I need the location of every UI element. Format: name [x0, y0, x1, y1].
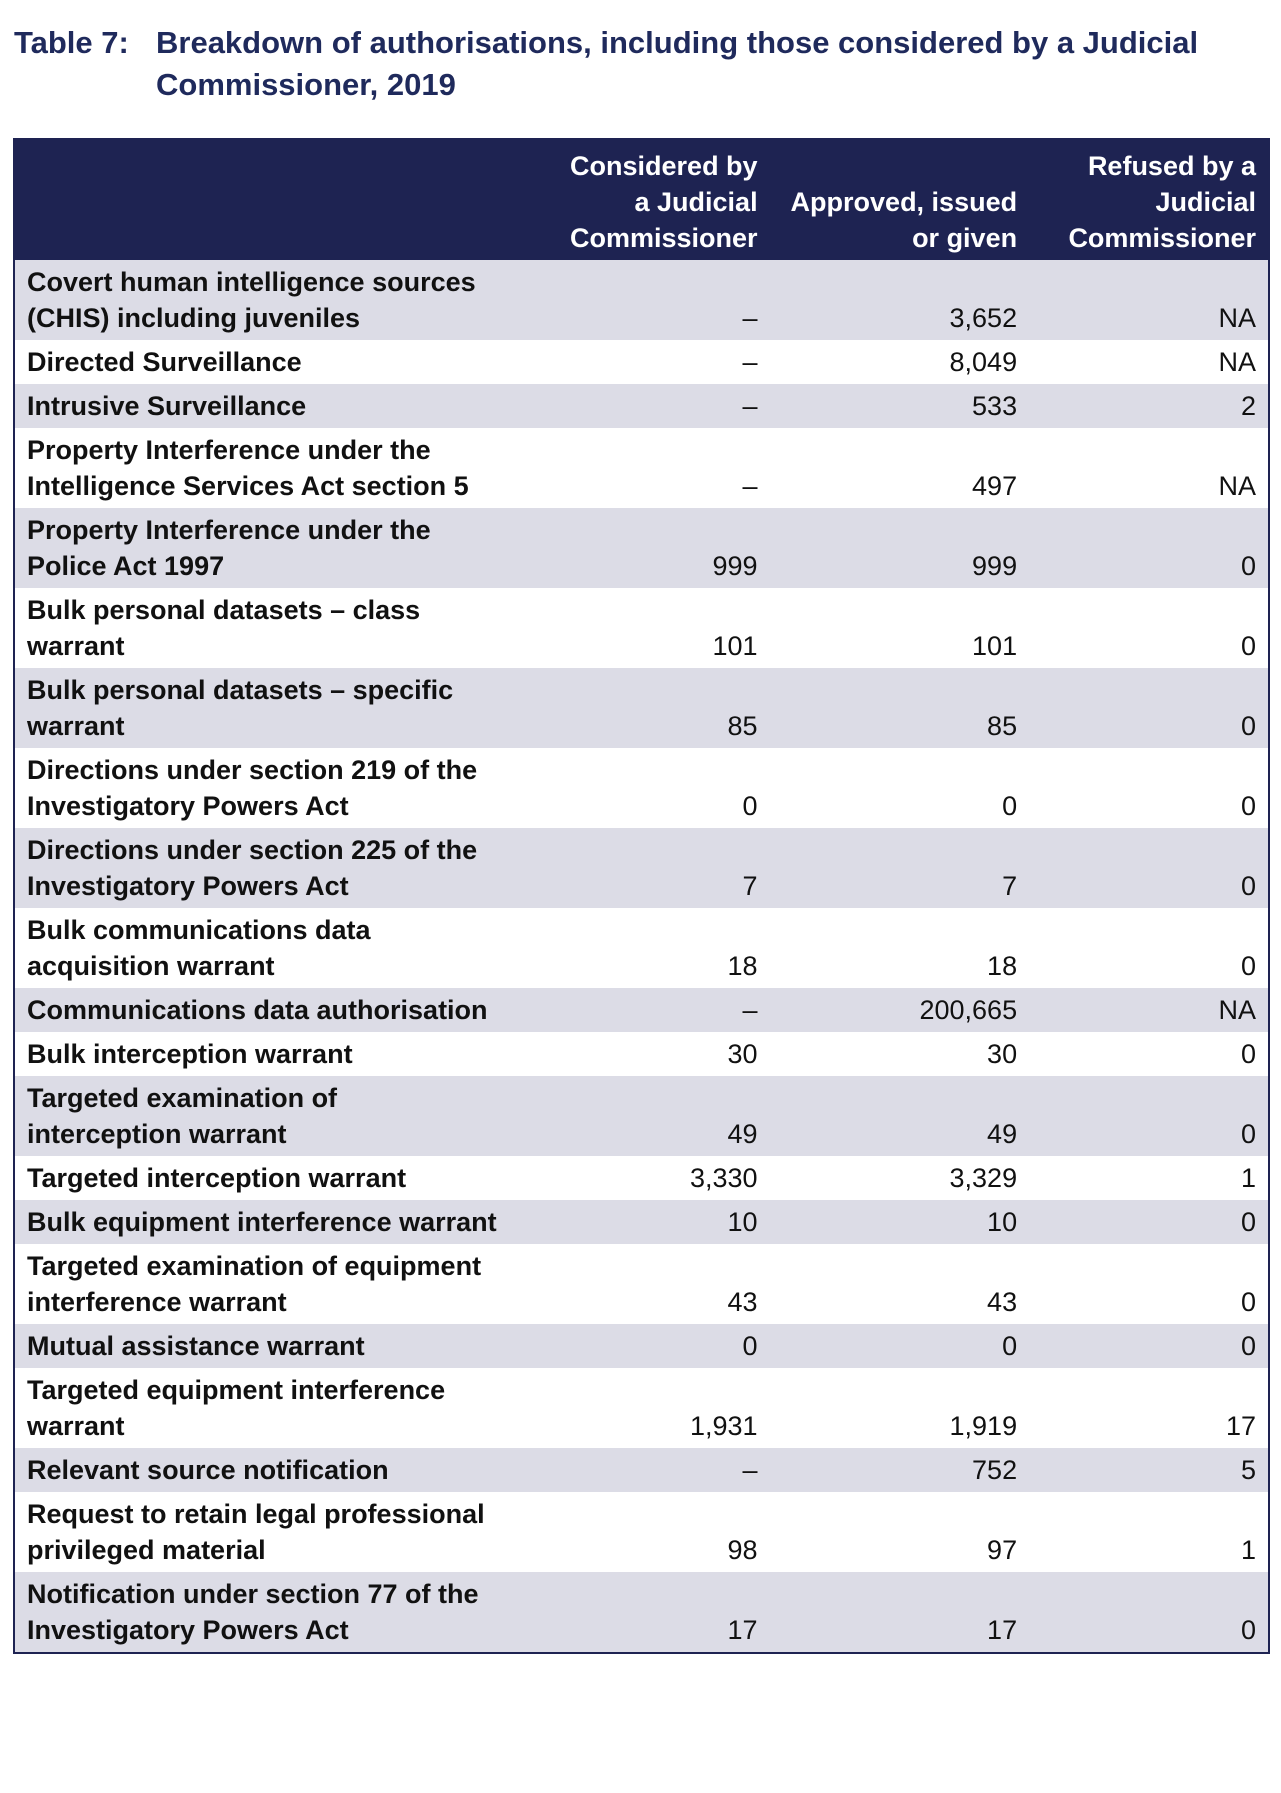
considered-cell: 17 — [510, 1572, 770, 1653]
table-caption — [14, 22, 1264, 106]
approved-cell: 0 — [770, 1324, 1030, 1368]
table-row — [14, 1200, 1269, 1244]
header-refused — [1029, 139, 1269, 260]
refused-cell: NA — [1029, 340, 1269, 384]
table-row — [14, 988, 1269, 1032]
table-row — [14, 668, 1269, 748]
approved-cell: 533 — [770, 384, 1030, 428]
table-row — [14, 384, 1269, 428]
row-label-cell: Bulk personal datasets – class warrant — [14, 588, 510, 668]
row-label-cell: Targeted examination of interception warrant — [14, 1076, 510, 1156]
table-number: Table 7: — [14, 25, 129, 60]
table-row — [14, 340, 1269, 384]
considered-cell: – — [510, 260, 770, 340]
considered-cell: – — [510, 988, 770, 1032]
row-label-cell: Targeted equipment interference warrant — [14, 1368, 510, 1448]
approved-cell: 18 — [770, 908, 1030, 988]
table-row — [14, 1156, 1269, 1200]
considered-cell: 999 — [510, 508, 770, 588]
considered-cell: 85 — [510, 668, 770, 748]
approved-cell: 30 — [770, 1032, 1030, 1076]
approved-cell: 1,919 — [770, 1368, 1030, 1448]
table-row — [14, 428, 1269, 508]
row-label-cell: Covert human intelligence sources (CHIS) including juveniles — [14, 260, 510, 340]
considered-cell: 49 — [510, 1076, 770, 1156]
row-label-cell: Targeted interception warrant — [14, 1156, 510, 1200]
header-row-label — [14, 139, 510, 260]
approved-cell: 7 — [770, 828, 1030, 908]
table-body — [14, 260, 1269, 1653]
approved-cell: 97 — [770, 1492, 1030, 1572]
refused-cell: 0 — [1029, 1032, 1269, 1076]
table-row — [14, 1492, 1269, 1572]
approved-cell: 101 — [770, 588, 1030, 668]
considered-cell: – — [510, 384, 770, 428]
refused-cell: 0 — [1029, 908, 1269, 988]
considered-cell: 30 — [510, 1032, 770, 1076]
table-title: Breakdown of authorisations, including those considered by a Judicial Commissioner, 2019 — [156, 25, 1199, 102]
considered-cell: – — [510, 1448, 770, 1492]
table-row — [14, 908, 1269, 988]
row-label-cell: Bulk personal datasets – specific warrant — [14, 668, 510, 748]
row-label-cell: Directed Surveillance — [14, 340, 510, 384]
table-row — [14, 1572, 1269, 1653]
row-label-cell: Directions under section 225 of the Investigatory Powers Act — [14, 828, 510, 908]
refused-cell: NA — [1029, 428, 1269, 508]
row-label-cell: Directions under section 219 of the Investigatory Powers Act — [14, 748, 510, 828]
refused-cell: 0 — [1029, 588, 1269, 668]
header-considered-text: Considered by a Judicial Commissioner — [570, 151, 758, 253]
refused-cell: 1 — [1029, 1156, 1269, 1200]
header-refused-text: Refused by a Judicial Commissioner — [1068, 151, 1256, 253]
approved-cell: 3,652 — [770, 260, 1030, 340]
approved-cell: 43 — [770, 1244, 1030, 1324]
table-row — [14, 588, 1269, 668]
considered-cell: 10 — [510, 1200, 770, 1244]
row-label-cell: Bulk communications data acquisition warrant — [14, 908, 510, 988]
refused-cell: 0 — [1029, 828, 1269, 908]
approved-cell: 49 — [770, 1076, 1030, 1156]
approved-cell: 0 — [770, 748, 1030, 828]
refused-cell: 17 — [1029, 1368, 1269, 1448]
refused-cell: 0 — [1029, 1200, 1269, 1244]
approved-cell: 200,665 — [770, 988, 1030, 1032]
refused-cell: 0 — [1029, 748, 1269, 828]
row-label-cell: Intrusive Surveillance — [14, 384, 510, 428]
table-row — [14, 1032, 1269, 1076]
table-row — [14, 1368, 1269, 1448]
row-label-cell: Bulk equipment interference warrant — [14, 1200, 510, 1244]
refused-cell: 0 — [1029, 1324, 1269, 1368]
refused-cell: NA — [1029, 988, 1269, 1032]
approved-cell: 3,329 — [770, 1156, 1030, 1200]
considered-cell: 101 — [510, 588, 770, 668]
row-label-cell: Targeted examination of equipment interference warrant — [14, 1244, 510, 1324]
table-row — [14, 1324, 1269, 1368]
table-row — [14, 508, 1269, 588]
row-label-cell: Property Interference under the Police Act 1997 — [14, 508, 510, 588]
considered-cell: – — [510, 340, 770, 384]
considered-cell: – — [510, 428, 770, 508]
refused-cell: 2 — [1029, 384, 1269, 428]
row-label-cell: Property Interference under the Intelligence Services Act section 5 — [14, 428, 510, 508]
approved-cell: 85 — [770, 668, 1030, 748]
refused-cell: 0 — [1029, 508, 1269, 588]
approved-cell: 17 — [770, 1572, 1030, 1653]
table-header-row — [14, 139, 1269, 260]
header-considered — [510, 139, 770, 260]
row-label-cell: Relevant source notification — [14, 1448, 510, 1492]
table-row — [14, 260, 1269, 340]
row-label-cell: Communications data authorisation — [14, 988, 510, 1032]
row-label-cell: Notification under section 77 of the Investigatory Powers Act — [14, 1572, 510, 1653]
header-approved — [770, 139, 1030, 260]
refused-cell: 0 — [1029, 668, 1269, 748]
refused-cell: 0 — [1029, 1076, 1269, 1156]
considered-cell: 98 — [510, 1492, 770, 1572]
refused-cell: 0 — [1029, 1572, 1269, 1653]
refused-cell: 1 — [1029, 1492, 1269, 1572]
refused-cell: 5 — [1029, 1448, 1269, 1492]
considered-cell: 43 — [510, 1244, 770, 1324]
considered-cell: 0 — [510, 748, 770, 828]
considered-cell: 3,330 — [510, 1156, 770, 1200]
row-label-cell: Request to retain legal professional privileged material — [14, 1492, 510, 1572]
refused-cell: NA — [1029, 260, 1269, 340]
considered-cell: 0 — [510, 1324, 770, 1368]
table-row — [14, 1448, 1269, 1492]
approved-cell: 8,049 — [770, 340, 1030, 384]
considered-cell: 18 — [510, 908, 770, 988]
table-row — [14, 1244, 1269, 1324]
row-label-cell: Mutual assistance warrant — [14, 1324, 510, 1368]
considered-cell: 7 — [510, 828, 770, 908]
header-approved-text: Approved, issued or given — [790, 187, 1018, 253]
table-row — [14, 748, 1269, 828]
refused-cell: 0 — [1029, 1244, 1269, 1324]
row-label-cell: Bulk interception warrant — [14, 1032, 510, 1076]
authorisations-table — [13, 138, 1270, 1654]
table-row — [14, 1076, 1269, 1156]
considered-cell: 1,931 — [510, 1368, 770, 1448]
approved-cell: 10 — [770, 1200, 1030, 1244]
approved-cell: 497 — [770, 428, 1030, 508]
approved-cell: 999 — [770, 508, 1030, 588]
table-row — [14, 828, 1269, 908]
approved-cell: 752 — [770, 1448, 1030, 1492]
